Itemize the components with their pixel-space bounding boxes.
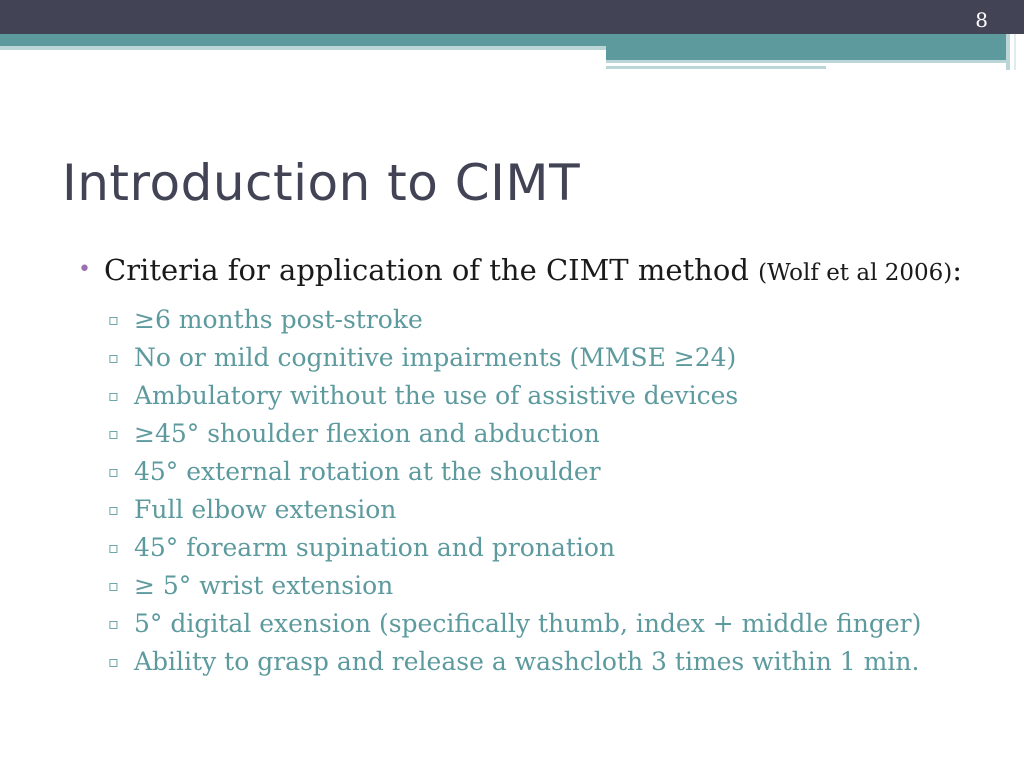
header-accent-line — [606, 60, 1006, 63]
header-accent-line-short — [606, 66, 826, 69]
square-bullet-icon: ▫ — [108, 310, 119, 329]
citation: (Wolf et al 2006) — [758, 260, 953, 286]
list-item — [78, 643, 998, 681]
list-item — [78, 491, 998, 529]
list-item — [78, 415, 998, 453]
main-bullet-text: Criteria for application of the CIMT method — [104, 253, 759, 287]
bullet-dot-icon: • — [78, 257, 91, 282]
list-item — [78, 605, 998, 643]
list-item — [78, 339, 998, 377]
list-item-text: 5° digital exension (specifically thumb, index + middle finger) — [134, 609, 922, 638]
square-bullet-icon: ▫ — [108, 614, 119, 633]
list-item-text: ≥45° shoulder flexion and abduction — [134, 419, 600, 448]
square-bullet-icon: ▫ — [108, 462, 119, 481]
square-bullet-icon: ▫ — [108, 538, 119, 557]
list-item — [78, 529, 998, 567]
list-item — [78, 453, 998, 491]
square-bullet-icon: ▫ — [108, 348, 119, 367]
header-right-rail — [1006, 34, 1010, 70]
list-item-text: 45° forearm supination and pronation — [134, 533, 616, 562]
slide-number: 8 — [975, 8, 988, 32]
list-item-text: 45° external rotation at the shoulder — [134, 457, 601, 486]
list-item-text: No or mild cognitive impairments (MMSE ≥24) — [134, 343, 737, 372]
criteria-list — [78, 301, 998, 681]
list-item-text: Ability to grasp and release a washcloth 3 times within 1 min. — [134, 647, 920, 676]
list-item-text: ≥ 5° wrist extension — [134, 571, 394, 600]
slide-body — [78, 250, 998, 681]
square-bullet-icon: ▫ — [108, 576, 119, 595]
square-bullet-icon: ▫ — [108, 424, 119, 443]
header-band-light — [0, 46, 606, 50]
list-item-text: Ambulatory without the use of assistive devices — [134, 381, 739, 410]
square-bullet-icon: ▫ — [108, 652, 119, 671]
header-band-dark — [0, 0, 1024, 34]
header-right-rail-thin — [1014, 34, 1016, 70]
header-band-teal — [0, 34, 1006, 46]
list-item-text: Full elbow extension — [134, 495, 397, 524]
list-item — [78, 301, 998, 339]
header-band-teal-right — [606, 46, 1006, 60]
square-bullet-icon: ▫ — [108, 386, 119, 405]
list-item — [78, 567, 998, 605]
main-bullet — [78, 250, 998, 293]
square-bullet-icon: ▫ — [108, 500, 119, 519]
list-item — [78, 377, 998, 415]
list-item-text: ≥6 months post-stroke — [134, 305, 423, 334]
slide-title: Introduction to CIMT — [62, 154, 581, 212]
main-bullet-suffix: : — [952, 253, 963, 287]
